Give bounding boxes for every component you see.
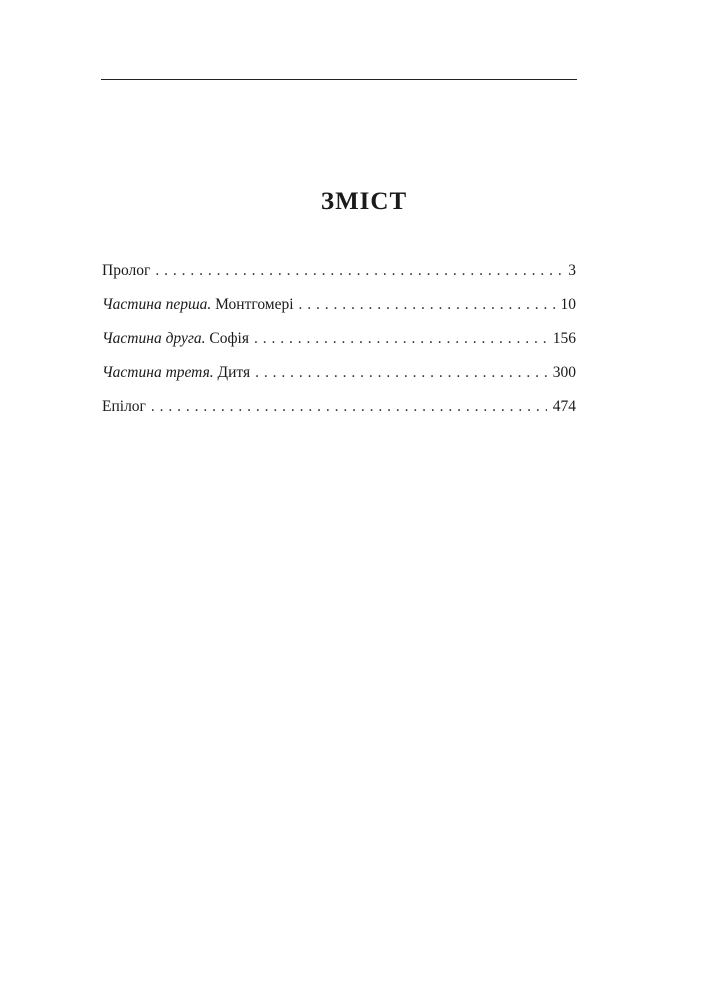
toc-entry-part-three[interactable] [102,364,576,398]
toc-entry-title [102,330,254,348]
dot-leader [151,398,547,416]
toc-entry-prologue[interactable] [102,262,576,296]
toc-entry-title [102,296,299,314]
toc-entry-title [102,262,155,280]
toc-entry-part-two[interactable] [102,330,576,364]
toc-entry-part: Частина третя. [102,364,214,381]
toc-entry-page: 300 [552,364,576,381]
toc-entry-title [102,364,255,382]
toc-entry-name: Пролог [102,262,151,279]
toc-entry-page: 474 [552,398,576,415]
toc-title: ЗМІСТ [320,188,408,215]
dot-leader [255,364,547,382]
toc-entry-page: 156 [552,330,576,347]
header-rule [101,79,577,80]
toc-entry-title [102,398,151,416]
toc-entry-epilogue[interactable] [102,398,576,432]
toc-entry-name: Епілог [102,398,146,415]
toc-entry-name: Монтгомері [211,296,294,313]
toc-entry-page: 10 [560,296,576,313]
toc-entry-name: Дитя [213,364,251,381]
table-of-contents [102,262,576,432]
toc-entry-part: Частина перша. [102,296,212,313]
dot-leader [254,330,547,348]
toc-entry-name: Софія [205,330,249,347]
toc-entry-page: 3 [568,262,576,279]
toc-entry-part-one[interactable] [102,296,576,330]
dot-leader [299,296,555,314]
toc-entry-part: Частина друга. [102,330,206,347]
dot-leader [155,262,562,280]
